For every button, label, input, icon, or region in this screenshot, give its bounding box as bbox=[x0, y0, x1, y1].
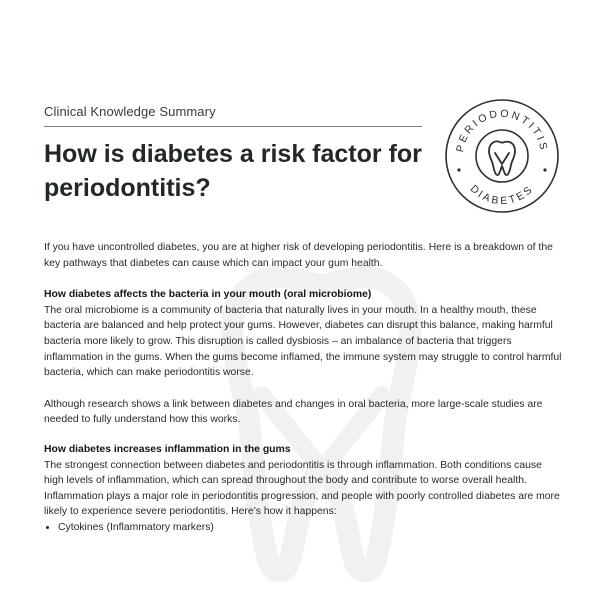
inflammation-list bbox=[44, 520, 564, 536]
inflammation-paragraph: The strongest connection between diabetes and periodontitis is through inflammation. Both conditions cause high levels of inflammation, which can spread throughout the body and contribute to worse overall health. Inflammation plays a major role in periodontitis progression, and people with poorly controlled diabetes are more likely to experience severe periodontitis. Here’s how it happens: bbox=[44, 459, 560, 518]
intro-paragraph: If you have uncontrolled diabetes, you are at higher risk of developing periodontitis. Here is a breakdown of the key pathways that diabetes can cause which can impact your gum health. bbox=[44, 242, 553, 269]
tooth-icon bbox=[489, 141, 515, 175]
research-paragraph: Although research shows a link between diabetes and changes in oral bacteria, more large-scale studies are needed to fully understand how this works. bbox=[44, 398, 543, 426]
list-item: • Cytokines (Inflammatory markers) bbox=[58, 520, 564, 536]
badge-bottom-text: DIABETES bbox=[467, 182, 537, 208]
badge-top-text: PERIODONTITIS bbox=[454, 107, 550, 154]
microbiome-paragraph: The oral microbiome is a community of bacteria that naturally lives in your mouth. In a healthy mouth, these bacteria are balanced and help protect your gums. However, diabetes can disrupt this balance, making harmful bacteria more likely to grow. This disruption is called dysbiosis – an imbalance of bacteria that triggers inflammation in the gums. When the gums become inflamed, the immune system may struggle to control harmful bacteria, which can make periodontitis worse. bbox=[44, 304, 562, 379]
header-divider bbox=[44, 126, 422, 127]
article-body bbox=[44, 240, 564, 536]
page-title: How is diabetes a risk factor for periodontitis? bbox=[44, 140, 422, 202]
section-heading-microbiome: How diabetes affects the bacteria in your mouth (oral microbiome) bbox=[44, 289, 372, 301]
section-heading-inflammation: How diabetes increases inflammation in the gums bbox=[44, 443, 291, 455]
periodontitis-diabetes-badge bbox=[444, 98, 560, 214]
section-kicker: Clinical Knowledge Summary bbox=[44, 104, 216, 119]
